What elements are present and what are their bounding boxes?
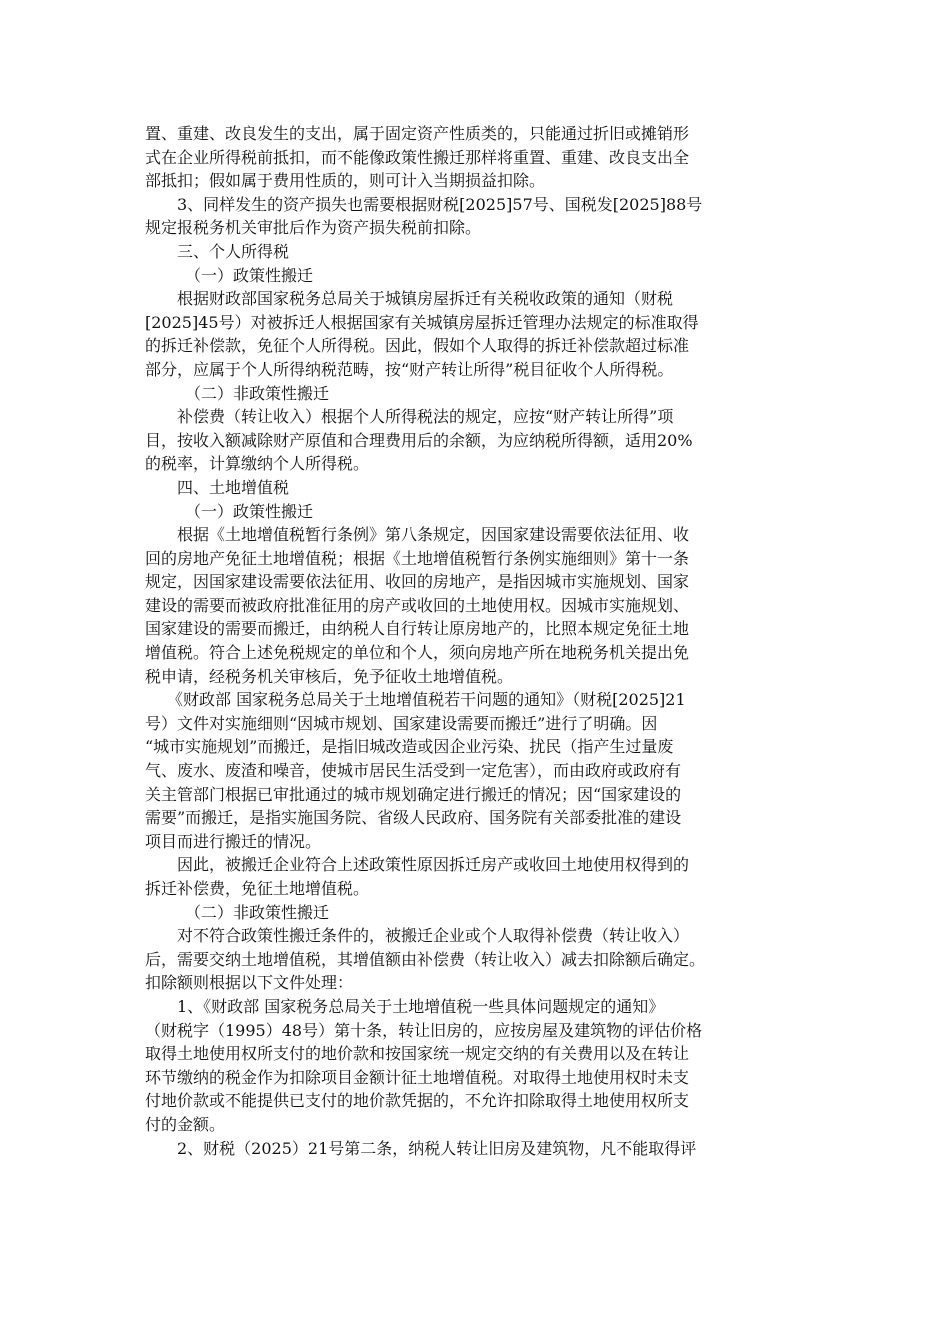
text-line: 需要”而搬迁，是指实施国务院、省级人民政府、国务院有关部委批准的建设 [145,808,682,828]
text-line: （一）政策性搬迁 [185,501,314,521]
text-line: 根据财政部国家税务总局关于城镇房屋拆迁有关税收政策的通知（财税 [177,289,674,309]
text-line: 对不符合政策性搬迁条件的，被搬迁企业或个人取得补偿费（转让收入） [177,926,690,946]
text-line: （二）非政策性搬迁 [185,383,330,403]
document-body [145,122,810,1160]
text-line: （二）非政策性搬迁 [185,902,330,922]
text-line: 项目而进行搬迁的情况。 [145,831,322,851]
text-line: 部抵扣；假如属于费用性质的，则可计入当期损益扣除。 [145,171,546,191]
text-line: 部分，应属于个人所得纳税范畴，按“财产转让所得”税目征收个人所得税。 [145,359,674,379]
text-line: 后，需要交纳土地增值税，其增值额由补偿费（转让收入）减去扣除额后确定。 [145,949,706,969]
text-line: 1、《财政部 国家税务总局关于土地增值税一些具体问题规定的通知》 [177,996,665,1016]
text-line: 税申请，经税务机关审核后，免予征收土地增值税。 [145,666,514,686]
text-line: 补偿费（转让收入）根据个人所得税法的规定，应按“财产转让所得”项 [177,407,674,427]
text-line: 因此，被搬迁企业符合上述政策性原因拆迁房产或收回土地使用权得到的 [177,855,690,875]
text-line: “城市实施规划”而搬迁，是指旧城改造或因企业污染、扰民（指产生过量废 [145,737,674,757]
text-line: 规定报税务机关审批后作为资产损失税前扣除。 [145,218,482,238]
text-line: 置、重建、改良发生的支出，属于固定资产性质类的，只能通过折旧或摊销形 [145,124,690,143]
text-line: （财税字（1995）48号）第十条，转让旧房的，应按房屋及建筑物的评估价格 [145,1020,703,1040]
text-line: 回的房地产免征土地增值税；根据《土地增值税暂行条例实施细则》第十一条 [145,548,690,568]
text-line: 目，按收入额减除财产原值和合理费用后的余额，为应纳税所得额，适用20% [145,430,693,450]
text-line: 2、财税（2025）21号第二条，纳税人转让旧房及建筑物，凡不能取得评 [177,1138,697,1158]
text-line: （一）政策性搬迁 [185,265,314,285]
text-line: 增值税。符合上述免税规定的单位和个人，须向房地产所在地税务机关提出免 [145,643,690,663]
text-line: 的拆迁补偿款，免征个人所得税。因此，假如个人取得的拆迁补偿款超过标准 [145,336,690,356]
text-line: 规定，因国家建设需要依法征用、收回的房地产，是指因城市实施规划、国家 [145,572,690,592]
text-line: 三、个人所得税 [177,241,290,261]
text-line: [2025]45号）对被拆迁人根据国家有关城镇房屋拆迁管理办法规定的标准取得 [145,312,699,332]
text-line: 环节缴纳的税金作为扣除项目金额计征土地增值税。对取得土地使用权时未支 [145,1067,690,1087]
text-line: 建设的需要而被政府批准征用的房产或收回的土地使用权。因城市实施规划、 [145,595,690,615]
text-line: 根据《土地增值税暂行条例》第八条规定，因国家建设需要依法征用、收 [177,525,690,545]
text-line: 取得土地使用权所支付的地价款和按国家统一规定交纳的有关费用以及在转让 [145,1044,690,1064]
text-line: 号）文件对实施细则“因城市规划、国家建设需要而搬迁”进行了明确。因 [145,713,658,733]
text-line: 3、同样发生的资产损失也需要根据财税[2025]57号、国税发[2025]88号 [177,194,703,214]
text-line: 付的金额。 [145,1114,226,1134]
text-line: 式在企业所得税前抵扣，而不能像政策性搬迁那样将重置、重建、改良支出全 [145,147,690,167]
text-line: 拆迁补偿费，免征土地增值税。 [145,879,370,898]
text-line: 四、土地增值税 [177,477,290,497]
text-line: 付地价款或不能提供已支付的地价款凭据的，不允许扣除取得土地使用权所支 [145,1091,690,1111]
text-line: 国家建设的需要而搬迁，由纳税人自行转让原房地产的，比照本规定免征土地 [145,619,690,639]
text-line: 《财政部 国家税务总局关于土地增值税若干问题的通知》（财税[2025]21 [167,690,686,710]
text-line: 气、废水、废渣和噪音，使城市居民生活受到一定危害），而由政府或政府有 [145,761,682,781]
text-line: 扣除额则根据以下文件处理： [145,973,354,993]
text-line: 的税率，计算缴纳个人所得税。 [145,454,370,474]
text-line: 关主管部门根据已审批通过的城市规划确定进行搬迁的情况；因“国家建设的 [145,784,682,804]
